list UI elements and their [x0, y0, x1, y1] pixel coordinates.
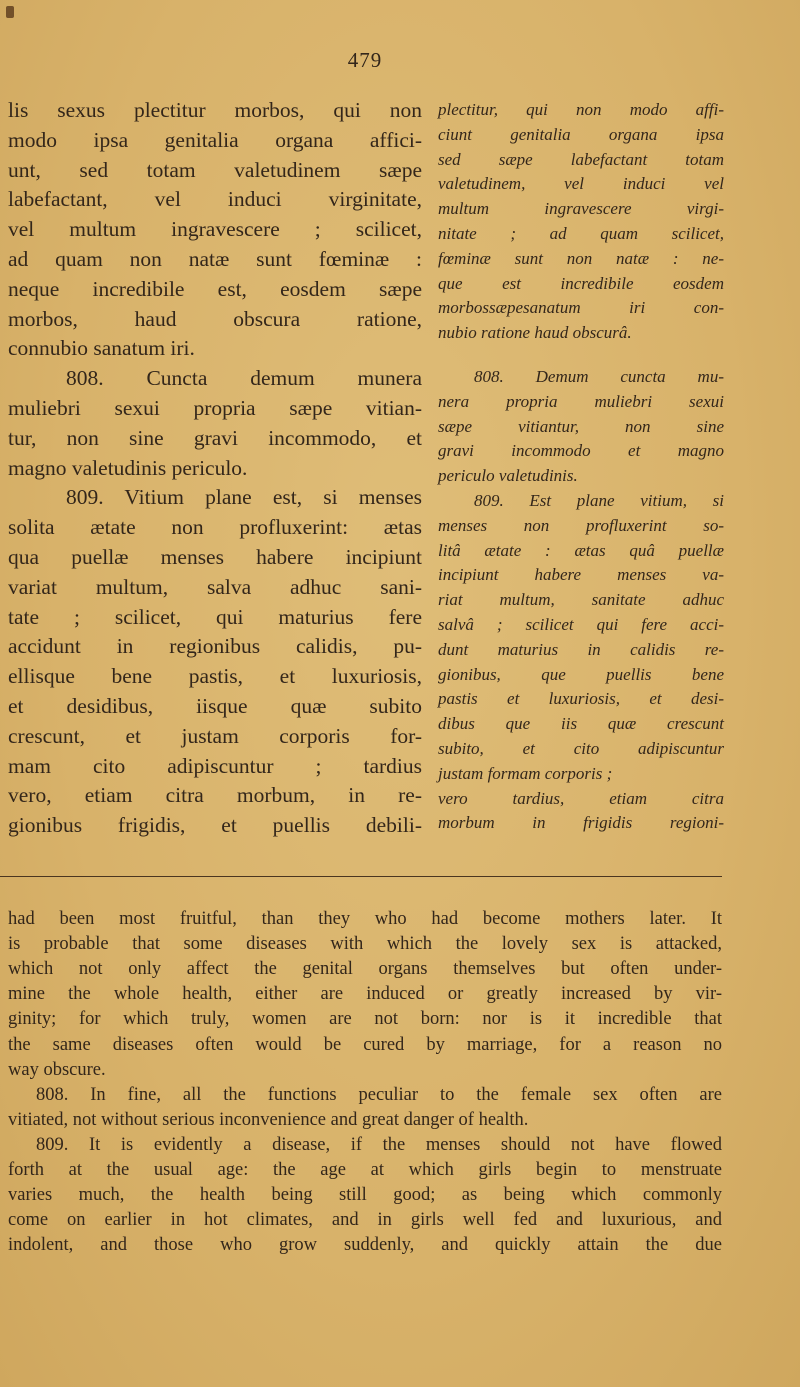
text-line: ad quam non natæ sunt fœminæ :	[8, 247, 422, 271]
text-line: morbum in frigidis regioni-	[438, 813, 724, 833]
text-line: riat multum, sanitate adhuc	[438, 590, 724, 610]
text-line: 808. In fine, all the functions peculiar to the female sex often are	[36, 1084, 722, 1105]
text-line: neque incredibile est, eosdem sæpe	[8, 276, 422, 301]
text-line: vero, etiam citra morbum, in re-	[8, 783, 422, 808]
text-line: qua puellæ menses habere incipiunt	[8, 545, 422, 569]
page-number: 479	[347, 48, 383, 72]
text-line: ciunt genitalia organa ipsa	[438, 124, 724, 144]
text-line: lis sexus plectitur morbos, qui non	[8, 98, 422, 122]
text-line: tur, non sine gravi incommodo, et	[8, 425, 422, 450]
text-line: magno valetudinis periculo.	[8, 455, 248, 480]
text-line: indolent, and those who grow suddenly, and quickly attain the due	[8, 1235, 722, 1256]
text-line: ginity; for which truly, women are not born: nor is it incredible that	[8, 1009, 722, 1030]
text-line: 808. Cuncta demum munera	[66, 366, 422, 391]
text-line: periculo valetudinis.	[438, 466, 578, 486]
text-line: connubio sanatum iri.	[8, 336, 195, 361]
text-line: multum ingravescere virgi-	[438, 199, 724, 219]
text-line: varies much, the health being still good; as being which commonly	[8, 1185, 722, 1206]
text-line: come on earlier in hot climates, and in girls well fed and luxurious, and	[8, 1210, 722, 1231]
text-line: unt, sed totam valetudinem sæpe	[8, 157, 422, 182]
text-line: salvâ ; scilicet qui fere acci-	[438, 615, 724, 634]
text-line: modo ipsa genitalia organa affici-	[8, 127, 422, 152]
footnote-divider	[0, 876, 722, 877]
text-line: dibus que iis quæ crescunt	[438, 714, 724, 734]
text-line: incipiunt habere menses va-	[438, 565, 724, 585]
text-line: way obscure.	[8, 1059, 106, 1080]
text-line: pastis et luxuriosis, et desi-	[438, 689, 724, 709]
text-line: nubio ratione haud obscurâ.	[438, 323, 632, 343]
text-line: sæpe vitiantur, non sine	[438, 416, 724, 436]
text-line: tate ; scilicet, qui maturius fere	[8, 604, 422, 629]
text-line: crescunt, et justam corporis for-	[8, 723, 422, 748]
text-line: accidunt in regionibus calidis, pu-	[8, 634, 422, 659]
text-line: labefactant, vel induci virginitate,	[8, 187, 422, 212]
text-line: vitiated, not without serious inconvenience and great danger of health.	[8, 1109, 529, 1130]
ink-smudge	[6, 6, 14, 18]
text-line: forth at the usual age: the age at which girls begin to menstruate	[8, 1160, 722, 1180]
text-line: is probable that some diseases with which the lovely sex is attacked,	[8, 934, 722, 955]
text-line: solita ætate non profluxerint: ætas	[8, 515, 422, 540]
text-line: mine the whole health, either are induced or greatly increased by vir-	[8, 984, 722, 1005]
text-line: subito, et cito adipiscuntur	[438, 739, 724, 758]
text-line: had been most fruitful, than they who had become mothers later. It	[8, 909, 722, 929]
text-line: justam formam corporis ;	[438, 763, 613, 783]
text-line: morbossæpesanatum iri con-	[438, 298, 724, 318]
text-line: which not only affect the genital organs themselves but often under-	[8, 959, 722, 980]
text-line: vero tardius, etiam citra	[438, 788, 724, 808]
text-line: gravi incommodo et magno	[438, 441, 724, 461]
text-line: et desidibus, iisque quæ subito	[8, 694, 422, 718]
text-line: vel multum ingravescere ; scilicet,	[8, 217, 422, 242]
text-line: nera propria muliebri sexui	[438, 391, 724, 411]
text-line: plectitur, qui non modo affi-	[438, 100, 724, 119]
text-line: the same diseases often would be cured by marriage, for a reason no	[8, 1034, 722, 1055]
text-line: sed sæpe labefactant totam	[438, 149, 724, 169]
text-line: muliebri sexui propria sæpe vitian-	[8, 396, 422, 420]
text-line: litâ ætate : ætas quâ puellæ	[438, 540, 724, 560]
text-line: 808. Demum cuncta mu-	[474, 367, 724, 386]
text-line: variat multum, salva adhuc sani-	[8, 574, 422, 599]
text-line: dunt maturius in calidis re-	[438, 639, 724, 659]
text-line: gionibus, que puellis bene	[438, 664, 724, 684]
text-line: 809. Est plane vitium, si	[474, 491, 724, 510]
text-line: 809. Vitium plane est, si menses	[66, 485, 422, 510]
text-line: fœminæ sunt non natæ : ne-	[438, 248, 724, 268]
text-line: mam cito adipiscuntur ; tardius	[8, 753, 422, 778]
text-line: gionibus frigidis, et puellis debili-	[8, 813, 422, 838]
text-line: 809. It is evidently a disease, if the menses should not have flowed	[36, 1134, 722, 1155]
text-line: que est incredibile eosdem	[438, 273, 724, 293]
text-line: valetudinem, vel induci vel	[438, 174, 724, 194]
text-line: nitate ; ad quam scilicet,	[438, 224, 724, 243]
text-line: menses non profluxerint so-	[438, 515, 724, 535]
text-line: ellisque bene pastis, et luxuriosis,	[8, 664, 422, 689]
text-line: morbos, haud obscura ratione,	[8, 306, 422, 331]
